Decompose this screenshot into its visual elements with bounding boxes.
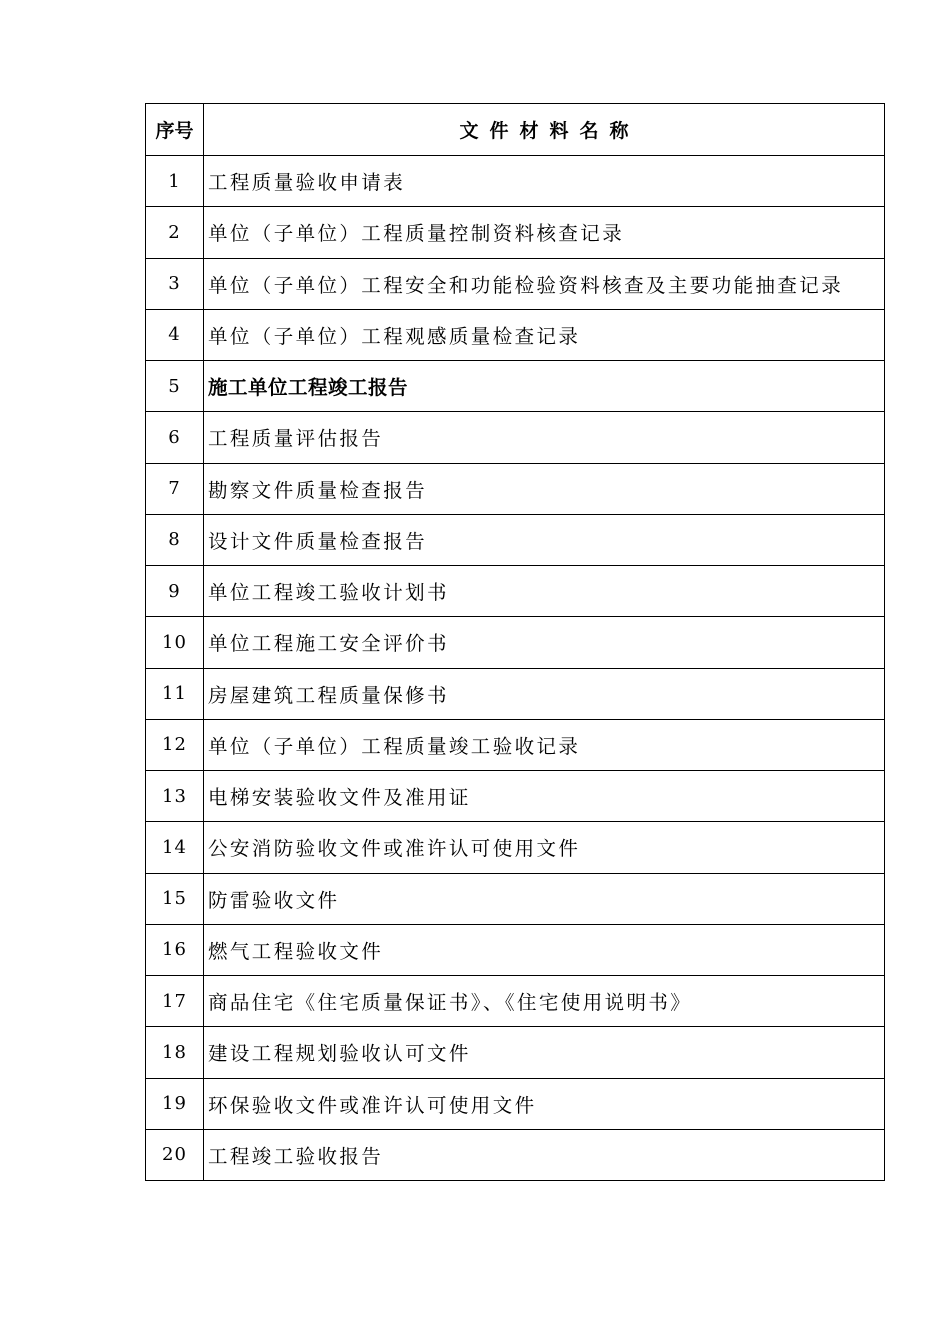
row-file-name: 建设工程规划验收认可文件 (204, 1027, 885, 1078)
table-row (146, 873, 885, 924)
row-number: 14 (146, 822, 204, 873)
row-number: 11 (146, 668, 204, 719)
table-row (146, 1027, 885, 1078)
row-number: 4 (146, 309, 204, 360)
row-file-name: 环保验收文件或准许认可使用文件 (204, 1078, 885, 1129)
table-row (146, 258, 885, 309)
row-number: 2 (146, 207, 204, 258)
table-header-row (146, 104, 885, 156)
row-file-name: 工程质量验收申请表 (204, 156, 885, 207)
row-number: 8 (146, 514, 204, 565)
row-file-name: 单位（子单位）工程质量控制资料核查记录 (204, 207, 885, 258)
document-table-container (145, 103, 884, 1181)
row-number: 20 (146, 1129, 204, 1180)
table-row (146, 412, 885, 463)
row-file-name: 工程质量评估报告 (204, 412, 885, 463)
table-row (146, 1078, 885, 1129)
table-row (146, 309, 885, 360)
row-file-name: 单位（子单位）工程质量竣工验收记录 (204, 719, 885, 770)
table-row (146, 924, 885, 975)
table-row (146, 514, 885, 565)
row-file-name: 单位工程施工安全评价书 (204, 617, 885, 668)
table-row (146, 566, 885, 617)
table-row (146, 668, 885, 719)
row-number: 12 (146, 719, 204, 770)
row-number: 9 (146, 566, 204, 617)
row-file-name: 设计文件质量检查报告 (204, 514, 885, 565)
table-row (146, 617, 885, 668)
table-body (146, 156, 885, 1181)
row-number: 15 (146, 873, 204, 924)
table-row (146, 463, 885, 514)
row-number: 3 (146, 258, 204, 309)
row-file-name: 施工单位工程竣工报告 (204, 361, 885, 412)
table-row (146, 771, 885, 822)
table-row (146, 207, 885, 258)
row-file-name: 公安消防验收文件或准许认可使用文件 (204, 822, 885, 873)
row-file-name: 电梯安装验收文件及准用证 (204, 771, 885, 822)
row-number: 10 (146, 617, 204, 668)
row-file-name: 商品住宅《住宅质量保证书》、《住宅使用说明书》 (204, 976, 885, 1027)
row-file-name: 单位（子单位）工程安全和功能检验资料核查及主要功能抽查记录 (204, 258, 885, 309)
table-row (146, 719, 885, 770)
row-number: 5 (146, 361, 204, 412)
table-row (146, 822, 885, 873)
row-number: 16 (146, 924, 204, 975)
table-row (146, 361, 885, 412)
header-file-material-name: 文件材料名称 (204, 104, 885, 156)
table-row (146, 976, 885, 1027)
row-file-name: 房屋建筑工程质量保修书 (204, 668, 885, 719)
row-number: 17 (146, 976, 204, 1027)
row-number: 13 (146, 771, 204, 822)
row-file-name: 工程竣工验收报告 (204, 1129, 885, 1180)
row-file-name: 单位工程竣工验收计划书 (204, 566, 885, 617)
table-row (146, 1129, 885, 1180)
row-number: 18 (146, 1027, 204, 1078)
row-file-name: 勘察文件质量检查报告 (204, 463, 885, 514)
header-serial-number: 序号 (146, 104, 204, 156)
row-file-name: 防雷验收文件 (204, 873, 885, 924)
row-number: 6 (146, 412, 204, 463)
file-materials-table (145, 103, 885, 1181)
row-file-name: 燃气工程验收文件 (204, 924, 885, 975)
row-file-name: 单位（子单位）工程观感质量检查记录 (204, 309, 885, 360)
row-number: 19 (146, 1078, 204, 1129)
row-number: 7 (146, 463, 204, 514)
table-row (146, 156, 885, 207)
row-number: 1 (146, 156, 204, 207)
